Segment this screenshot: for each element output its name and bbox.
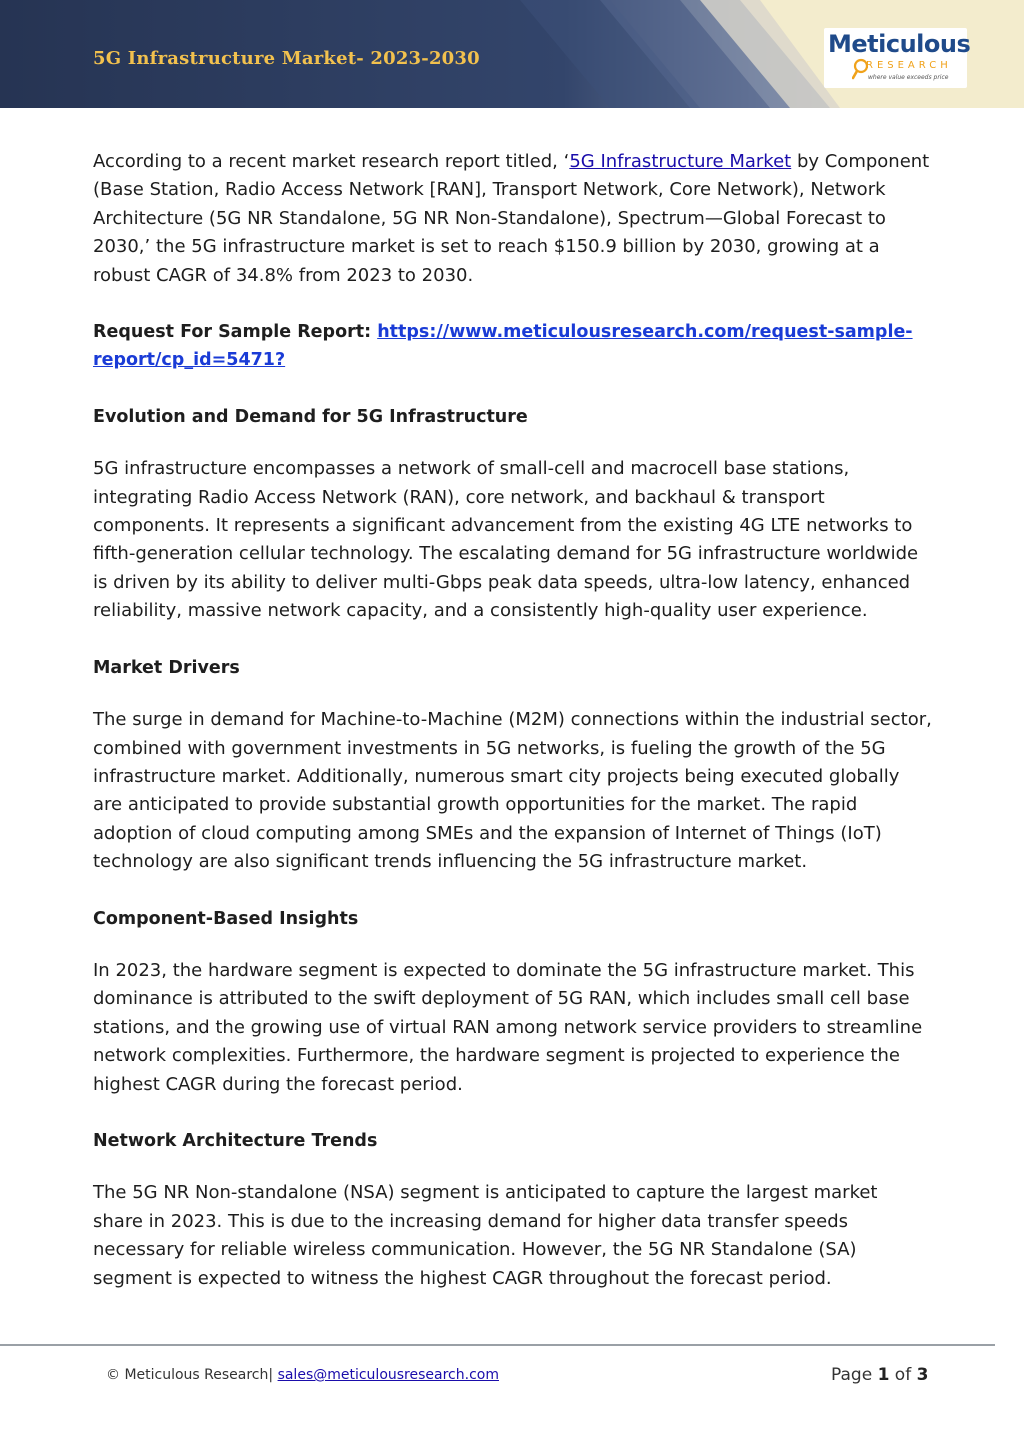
sample-request: [93, 318, 933, 375]
section-body-component: In 2023, the hardware segment is expected to dominate the 5G infrastructure market. This dominance is attributed to the swift deployment of 5G RAN, which includes small cell base stations, and the growing use of virtual RAN among network service providers to streamline network complexities. Furthermore, the hardware segment is projected to experience the highest CAGR during the forecast period.: [93, 959, 923, 1095]
page-current: 1: [877, 1365, 890, 1385]
page-of-word: of: [889, 1365, 917, 1385]
section-heading-architecture: Network Architecture Trends: [93, 1130, 378, 1151]
section-body-evolution: 5G infrastructure encompasses a network of small-cell and macrocell base stations, integrating Radio Access Network (RAN), core network, and backhaul & transport components. It represents a significant advancement from the existing 4G LTE networks to fifth-generation cellular technology. The escalating demand for 5G infrastructure worldwide is driven by its ability to deliver multi-Gbps peak data speeds, ultra-low latency, enhanced reliability, massive network capacity, and a consistently high-quality user experience.: [93, 458, 919, 622]
header-banner: [0, 0, 1024, 108]
page-total: 3: [916, 1365, 929, 1385]
sample-request-label: Request For Sample Report:: [93, 322, 378, 343]
intro-text-end: by Component (Base Station, Radio Access Network [RAN], Transport Network, Core Network), Network Architecture (5G NR Standalone, 5G NR Non-Standalone), Spectrum—Global Forecast to 2030,’ the 5G infrastructure market is set to reach $150.9 billion by 2030, growing at a robust CAGR of 34.8% from 2023 to 2030.: [93, 151, 930, 286]
document-body: [93, 148, 933, 1293]
logo-tagline: where value exceeds price: [868, 74, 949, 81]
footer-divider: [0, 1344, 995, 1346]
section-heading-drivers: Market Drivers: [93, 657, 240, 678]
intro-paragraph: [93, 148, 933, 290]
footer-email-link[interactable]: sales@meticulousresearch.com: [277, 1367, 499, 1383]
report-title-link[interactable]: 5G Infrastructure Market: [569, 151, 792, 172]
copyright-text: © Meticulous Research|: [106, 1367, 278, 1383]
company-logo: [824, 28, 971, 88]
page-indicator: [831, 1365, 928, 1385]
footer-copyright: [106, 1367, 499, 1383]
page-word: Page: [831, 1365, 878, 1385]
section-body-architecture: The 5G NR Non-standalone (NSA) segment is anticipated to capture the largest market share in 2023. This is due to the increasing demand for higher data transfer speeds necessary for reliable wireless communication. However, the 5G NR Standalone (SA) segment is expected to witness the highest CAGR throughout the forecast period.: [93, 1182, 878, 1289]
section-heading-evolution: Evolution and Demand for 5G Infrastructure: [93, 406, 528, 427]
sample-request-link[interactable]: https://www.meticulousresearch.com/request-sample-report/cp_id=5471?: [93, 322, 913, 371]
intro-text-start: According to a recent market research report titled, ‘: [93, 151, 570, 172]
section-body-drivers: The surge in demand for Machine-to-Machine (M2M) connections within the industrial sector, combined with government investments in 5G networks, is fueling the growth of the 5G infrastructure market. Additionally, numerous smart city projects being executed globally are anticipated to provide substantial growth opportunities for the market. The rapid adoption of cloud computing among SMEs and the expansion of Internet of Things (IoT) technology are also significant trends influencing the 5G infrastructure market.: [93, 709, 932, 873]
logo-wordmark: Meticulous: [828, 30, 971, 58]
logo-subtitle: RESEARCH: [866, 60, 952, 71]
document-title: 5G Infrastructure Market- 2023-2030: [93, 48, 480, 69]
section-heading-component: Component-Based Insights: [93, 908, 359, 929]
